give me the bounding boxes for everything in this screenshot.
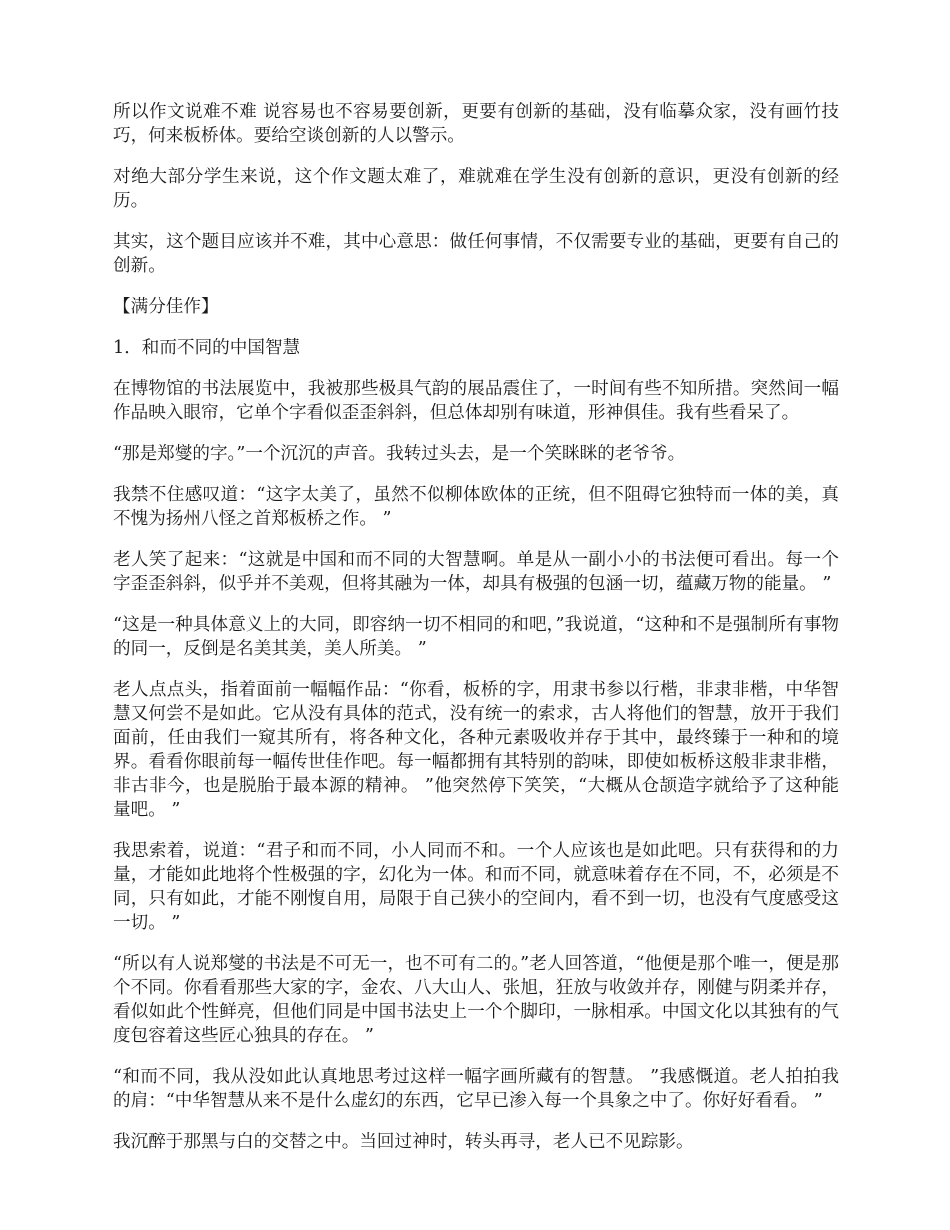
essay-paragraph: 我沉醉于那黑与白的交替之中。当回过神时，转头再寻，老人已不见踪影。 [113, 1132, 694, 1152]
essay-title: 1．和而不同的中国智慧 [113, 338, 301, 358]
essay-paragraph: 在博物馆的书法展览中，我被那些极具气韵的展品震住了，一时间有些不知所措。突然间一幅作品映入眼帘，它单个字看似歪歪斜斜，但总体却别有味道，形神俱佳。我有些看呆了。 [113, 379, 839, 423]
essay-paragraph: 我禁不住感叹道：“这字太美了，虽然不似柳体欧体的正统，但不阻碍它独特而一体的美，真不愧为扬州八怪之首郑板桥之作。 ” [113, 485, 839, 529]
essay-paragraph: 我思索着，说道：“君子和而不同，小人同而不和。一个人应该也是如此吧。只有获得和的力量，才能如此地将个性极强的字，幻化为一体。和而不同，就意味着存在不同，不，必须是不同，只有如此，才能不刚愎自用，局限于自己狭小的空间内，看不到一切，也没有气度感受这一切。 ” [113, 841, 839, 933]
essay-paragraph: 老人笑了起来：“这就是中国和而不同的大智慧啊。单是从一副小小的书法便可看出。每一个字歪歪斜斜，似乎并不美观，但将其融为一体，却具有极强的包涵一切，蕴藏万物的能量。 ” [113, 550, 839, 594]
essay-paragraph: “所以有人说郑燮的书法是不可无一，也不可有二的。”老人回答道，“他便是那个唯一，便是那个不同。你看看那些大家的字，金农、八大山人、张旭，狂放与收敛并存，刚健与阴柔并存，看似如此个性鲜亮，但他们同是中国书法史上一个个脚印，一脉相承。中国文化以其独有的气度包容着这些匠心独具的存在。 ” [113, 954, 839, 1046]
essay-paragraph: 老人点点头，指着面前一幅幅作品：“你看，板桥的字，用隶书参以行楷，非隶非楷，中华智慧又何尝不是如此。它从没有具体的范式，没有统一的索求，古人将他们的智慧，放开于我们面前，任由我们一窥其所有，将各种文化，各种元素吸收并存于其中，最终臻于一种和的境界。看看你眼前每一幅传世佳作吧。每一幅都拥有其特别的韵味，即使如板桥这般非隶非楷，非古非今，也是脱胎于最本源的精神。 ”他突然停下笑笑，“大概从仓颉造字就给予了这种能量吧。 ” [113, 680, 839, 820]
section-heading-full-score-essay: 【满分佳作】 [113, 297, 219, 317]
essay-paragraph: “那是郑燮的字。”一个沉沉的声音。我转过头去，是一个笑眯眯的老爷爷。 [113, 444, 686, 464]
essay-paragraph: “这是一种具体意义上的大同，即容纳一切不相同的和吧，”我说道，“这种和不是强制所有事物的同一，反倒是名美其美，美人所美。 ” [113, 615, 839, 659]
essay-paragraph: “和而不同，我从没如此认真地思考过这样一幅字画所藏有的智慧。 ”我感慨道。老人拍拍我的肩：“中华智慧从来不是什么虚幻的东西，它早已渗入每一个具象之中了。你好好看看。 ” [113, 1067, 839, 1111]
paragraph-intro-difficulty: 所以作文说难不难 说容易也不容易要创新，更要有创新的基础，没有临摹众家，没有画竹技巧，何来板桥体。要给空谈创新的人以警示。 [113, 102, 839, 146]
document-page [113, 100, 839, 1200]
paragraph-students-difficulty: 对绝大部分学生来说，这个作文题太难了，难就难在学生没有创新的意识，更没有创新的经历。 [113, 167, 839, 211]
paragraph-central-idea: 其实，这个题目应该并不难，其中心意思：做任何事情，不仅需要专业的基础，更要有自己的创新。 [113, 232, 839, 276]
